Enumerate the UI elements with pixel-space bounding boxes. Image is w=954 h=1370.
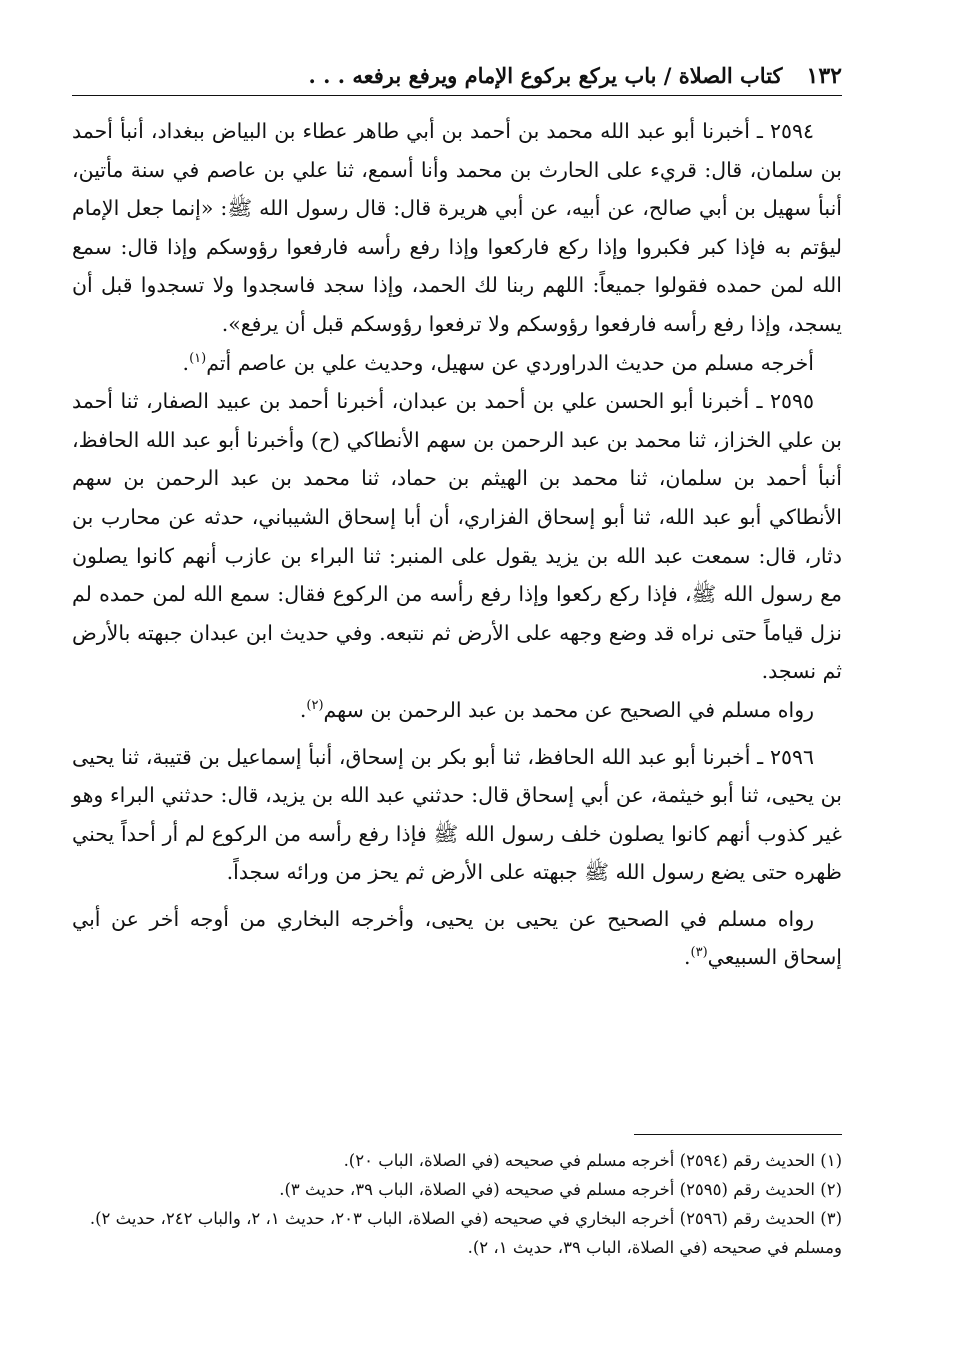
takhrij-2594: أخرجه مسلم من حديث الدراوردي عن سهيل، وحديث علي بن عاصم أتم$^{(١)}$. <box>182 350 814 375</box>
running-title: كتاب الصلاة / باب يركع بركوع الإمام ويرفع برفعه . . . <box>308 63 783 88</box>
page-number: ١٣٢ <box>806 62 842 89</box>
hadith-2595: ٢٥٩٥ ـ أخبرنا أبو الحسن علي بن أحمد بن عبدان، أخبرنا أحمد بن عبيد الصفار، ثنا أحمد بن علي الخزاز، ثنا محمد بن عبد الرحمن بن سهم الأنطاكي (ح) وأخبرنا أبو عبد الله الحافظ، أنبأ أحمد بن سلمان، ثنا محمد بن الهيثم بن حماد، ثنا محمد بن عبد الرحمن بن سهم الأنطاكي أبو عبد الله، ثنا أبو إسحاق الفزاري، أن أبا إسحاق الشيباني، حدثه عن محارب بن دثار، قال: سمعت عبد الله بن يزيد يقول على المنبر: ثنا البراء بن عازب أنهم كانوا يصلون مع رسول الله ﷺ، فإذا ركع ركعوا وإذا رفع رأسه من الركوع فقال: سمع الله لمن حمده لم نزل قياماً حتى نراه قد وضع وجهه على الأرض ثم نتبعه. وفي حديث ابن عبدان جبهته بالأرض ثم نسجد. <box>72 389 842 684</box>
footnotes <box>72 1146 842 1262</box>
footnote-ref-2: (٢) <box>306 698 324 714</box>
footnote-2: (٢) الحديث رقم (٢٥٩٥) أخرجه مسلم في صحيحه (في الصلاة، الباب ٣٩، حديث ٣). <box>279 1180 842 1199</box>
hadith-2594: ٢٥٩٤ ـ أخبرنا أبو عبد الله محمد بن أحمد بن أبي طاهر عطاء بن البياض ببغداد، أنبأ أحمد بن سلمان، قال: قريء على الحارث بن محمد وأنا أسمع، ثنا علي بن عاصم في سنة مأتين، أنبأ سهيل بن أبي صالح، عن أبيه، عن أبي هريرة قال: قال رسول الله ﷺ: «إنما جعل الإمام ليؤتم به فإذا كبر فكبروا وإذا ركع فاركعوا وإذا رفع رأسه فارفعوا رؤوسكم وإذا قال: سمع الله لمن حمده فقولوا جميعاً: اللهم ربنا لك الحمد، وإذا سجد فاسجدوا ولا تسجدوا قبل أن يسجد، وإذا رفع رأسه فارفعوا رؤوسكم ولا ترفعوا رؤوسكم قبل أن يرفع». <box>72 119 842 336</box>
footnote-divider <box>634 1134 842 1135</box>
hadith-2596: ٢٥٩٦ ـ أخبرنا أبو عبد الله الحافظ، ثنا أبو بكر بن إسحاق، أنبأ إسماعيل بن قتيبة، ثنا يحيى بن يحيى، ثنا أبو خيثمة، عن أبي إسحاق قال: حدثني عبد الله بن يزيد، قال: حدثني البراء وهو غير كذوب أنهم كانوا يصلون خلف رسول الله ﷺ فإذا رفع رأسه من الركوع لم أر أحداً يحني ظهره حتى يضع رسول الله ﷺ جبهته على الأرض ثم يحز من ورائه سجداً. <box>72 744 842 885</box>
takhrij-2595: رواه مسلم في الصحيح عن محمد بن عبد الرحمن بن سهم$^{(٢)}$. <box>299 697 814 722</box>
footnote-3: (٣) الحديث رقم (٢٥٩٦) أخرجه البخاري في صحيحه (في الصلاة، الباب ٢٠٣، حديث ١، ٢، والباب ٢٤٢، حديث ٢). ومسلم في صحيحه (في الصلاة، الباب ٣٩، حديث ١، ٢). <box>89 1209 842 1257</box>
takhrij-2596: رواه مسلم في الصحيح عن يحيى بن يحيى، وأخرجه البخاري من أوجه أخر عن أبي إسحاق السبيعي$^{(٣)}$. <box>72 906 842 970</box>
page-header <box>72 56 842 96</box>
footnote-ref-3: (٣) <box>690 945 708 961</box>
main-text <box>72 112 842 977</box>
footnote-ref-1: (١) <box>189 350 207 366</box>
footnote-1: (١) الحديث رقم (٢٥٩٤) أخرجه مسلم في صحيحه (في الصلاة، الباب ٢٠). <box>343 1151 842 1170</box>
